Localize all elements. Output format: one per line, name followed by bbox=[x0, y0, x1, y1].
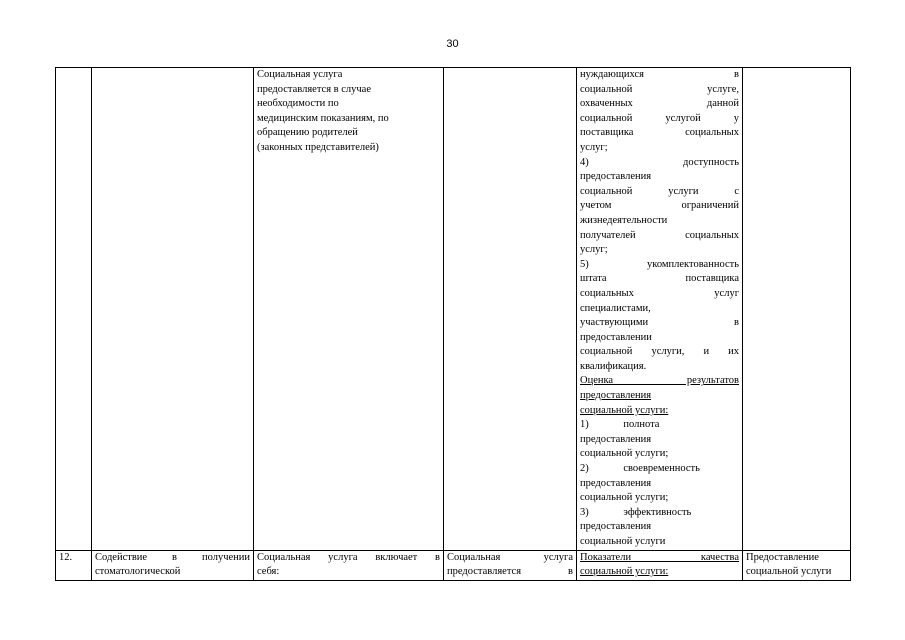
cell-indicators bbox=[577, 68, 743, 551]
text-line: социальной услуги; bbox=[580, 492, 669, 504]
cell-description bbox=[254, 68, 444, 551]
table-row-12 bbox=[56, 550, 851, 580]
cell-service-name bbox=[92, 68, 254, 551]
text-line: социальной услуги bbox=[746, 566, 832, 578]
text-line: 1) полнота bbox=[580, 419, 660, 431]
text-line: медицинским показаниям, по bbox=[257, 112, 389, 124]
cell-number bbox=[56, 68, 92, 551]
text-line: стоматологической bbox=[95, 566, 181, 578]
text-line: предоставляется в случае bbox=[257, 83, 371, 95]
page-number: 30 bbox=[446, 38, 459, 50]
text-line: нуждающихся в bbox=[580, 69, 739, 80]
text-line: социальной услуги bbox=[580, 536, 666, 547]
cell-last bbox=[743, 68, 851, 551]
text-line: штата поставщика bbox=[580, 273, 739, 285]
text-line: жизнедеятельности bbox=[580, 214, 668, 226]
text-line: 3) эффективность bbox=[580, 506, 692, 518]
table-row-continued bbox=[56, 68, 851, 551]
text-line: социальной услуги с bbox=[580, 185, 739, 197]
text-line: 5) укомплектованность bbox=[580, 258, 739, 270]
text-line: получателей социальных bbox=[580, 229, 739, 241]
text-line: необходимости по bbox=[257, 98, 339, 110]
text-line: участвующими в bbox=[580, 317, 739, 329]
text-line: социальной услуги: bbox=[580, 404, 669, 416]
text-line: 2) своевременность bbox=[580, 463, 700, 475]
text-line: Оценка результатов bbox=[580, 375, 739, 387]
text-line: Содействие в получении bbox=[95, 551, 250, 563]
text-line: предоставления bbox=[580, 390, 652, 402]
text-line: социальной услуги; bbox=[580, 448, 669, 460]
text-line: предоставлении bbox=[580, 331, 652, 343]
cell-conditions bbox=[444, 68, 577, 551]
text-line: предоставления bbox=[580, 521, 652, 533]
text-line: социальной услугой у bbox=[580, 112, 739, 124]
cell-last bbox=[743, 550, 851, 580]
cell-service-name bbox=[92, 550, 254, 580]
text-line: социальной услуги: bbox=[580, 566, 669, 578]
text-line: специалистами, bbox=[580, 302, 651, 314]
text-line: обращению родителей bbox=[257, 127, 358, 139]
cell-description bbox=[254, 550, 444, 580]
text-line: социальных услуг bbox=[580, 287, 739, 299]
text-line: Предоставление bbox=[746, 551, 819, 563]
text-line: охваченных данной bbox=[580, 98, 739, 110]
text-line: Социальная услуга bbox=[257, 69, 343, 80]
text-line: предоставляется в bbox=[447, 566, 573, 578]
cell-indicators bbox=[577, 550, 743, 580]
text-line: социальной услуги, и их bbox=[580, 346, 739, 358]
text-line: предоставления bbox=[580, 477, 652, 489]
services-table bbox=[55, 67, 851, 581]
text-line: услуг; bbox=[580, 244, 608, 256]
cell-conditions bbox=[444, 550, 577, 580]
text-line: Социальная услуга включает в bbox=[257, 551, 440, 563]
text-line: предоставления bbox=[580, 171, 652, 183]
text-line: услуг; bbox=[580, 141, 608, 153]
text-line: поставщика социальных bbox=[580, 127, 739, 139]
text-line: Социальная услуга bbox=[447, 551, 573, 563]
text-line: (законных представителей) bbox=[257, 141, 379, 153]
text-line: квалификация. bbox=[580, 360, 647, 372]
text-line: предоставления bbox=[580, 433, 652, 445]
text-line: Показатели качества bbox=[580, 551, 739, 563]
text-line: учетом ограничений bbox=[580, 200, 739, 212]
cell-number: 12. bbox=[56, 550, 92, 580]
text-line: себя: bbox=[257, 566, 280, 578]
text-line: социальной услуге, bbox=[580, 83, 739, 95]
text-line: 4) доступность bbox=[580, 156, 739, 168]
